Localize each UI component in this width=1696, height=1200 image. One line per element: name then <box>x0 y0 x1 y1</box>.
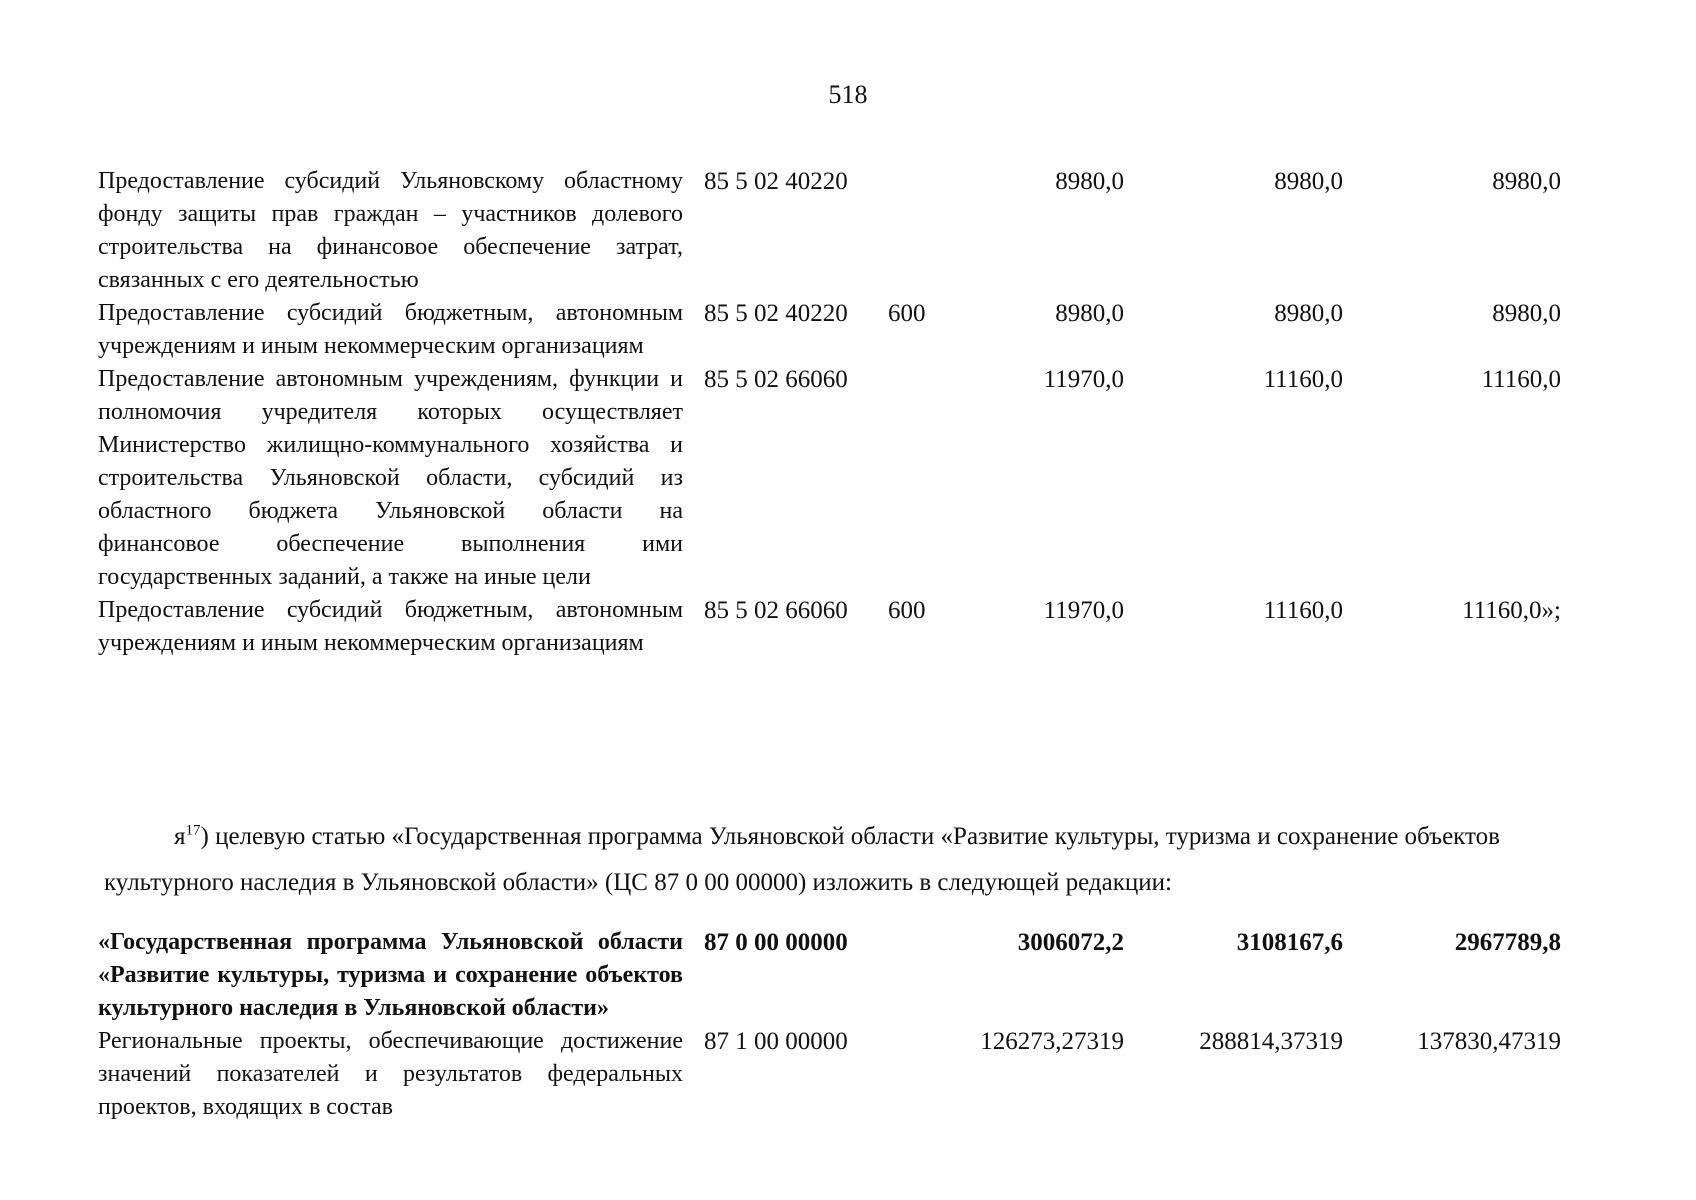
row-description: «Государственная программа Ульяновской области «Развитие культуры, туризма и сохранение объектов культурного наследия в Ульяновской области» <box>98 929 683 1021</box>
row-code: 85 5 02 40220 <box>704 168 848 195</box>
instruction-text: ) целевую статью «Государственная программа Ульяновской области «Развитие культуры, туризма и сохранение объектов культурного наследия в Ульяновской области» (ЦС 87 0 00 00000) изложить в следующей редакции: <box>104 823 1500 896</box>
table-row <box>98 165 1618 297</box>
row-value-2: 8980,0 <box>1274 168 1343 195</box>
table-row <box>98 1025 1618 1124</box>
row-code: 87 1 00 00000 <box>704 1028 848 1055</box>
row-value-2: 11160,0 <box>1263 597 1343 624</box>
budget-table-top <box>98 165 1618 660</box>
row-value-2: 3108167,6 <box>1236 929 1343 956</box>
budget-table-bottom <box>98 926 1618 1124</box>
row-value-2: 288814,37319 <box>1199 1028 1343 1055</box>
row-code: 87 0 00 00000 <box>704 929 848 956</box>
row-value-3: 11160,0 <box>1481 366 1561 393</box>
row-code: 85 5 02 66060 <box>704 597 848 624</box>
row-value-3: 8980,0 <box>1492 300 1561 327</box>
table-row <box>98 363 1618 594</box>
row-code: 85 5 02 66060 <box>704 366 848 393</box>
row-expense-type: 600 <box>888 300 926 327</box>
row-value-1: 11970,0 <box>1043 366 1124 393</box>
row-description: Предоставление субсидий бюджетным, автономным учреждениям и иным некоммерческим организациям <box>98 300 683 359</box>
row-code: 85 5 02 40220 <box>704 300 848 327</box>
row-value-1: 126273,27319 <box>980 1028 1124 1055</box>
row-value-2: 8980,0 <box>1274 300 1343 327</box>
row-value-3: 11160,0»; <box>1462 597 1561 624</box>
page-number: 518 <box>828 80 868 109</box>
instruction-paragraph <box>104 814 1594 906</box>
row-value-2: 11160,0 <box>1263 366 1343 393</box>
row-value-1: 11970,0 <box>1043 597 1124 624</box>
instruction-letter: я <box>174 823 186 850</box>
row-description: Предоставление субсидий бюджетным, автономным учреждениям и иным некоммерческим организациям <box>98 597 683 656</box>
table-row <box>98 926 1618 1025</box>
row-value-1: 8980,0 <box>1055 300 1124 327</box>
table-row <box>98 297 1618 363</box>
row-description: Предоставление автономным учреждениям, функции и полномочия учредителя которых осуществляет Министерство жилищно-коммунального хозяйства и строительства Ульяновской области, субсидий из областного бюджета Ульяновской области на финансовое обеспечение выполнения ими государственных заданий, а также на иные цели <box>98 366 683 590</box>
instruction-superscript: 17 <box>185 822 201 839</box>
row-value-1: 3006072,2 <box>1017 929 1124 956</box>
row-value-3: 8980,0 <box>1492 168 1561 195</box>
row-value-3: 2967789,8 <box>1454 929 1561 956</box>
row-description: Предоставление субсидий Ульяновскому областному фонду защиты прав граждан – участников долевого строительства на финансовое обеспечение затрат, связанных с его деятельностью <box>98 168 683 293</box>
row-value-3: 137830,47319 <box>1417 1028 1561 1055</box>
table-row <box>98 594 1618 660</box>
row-description: Региональные проекты, обеспечивающие достижение значений показателей и результатов федеральных проектов, входящих в состав <box>98 1028 683 1120</box>
row-value-1: 8980,0 <box>1055 168 1124 195</box>
row-expense-type: 600 <box>888 597 926 624</box>
